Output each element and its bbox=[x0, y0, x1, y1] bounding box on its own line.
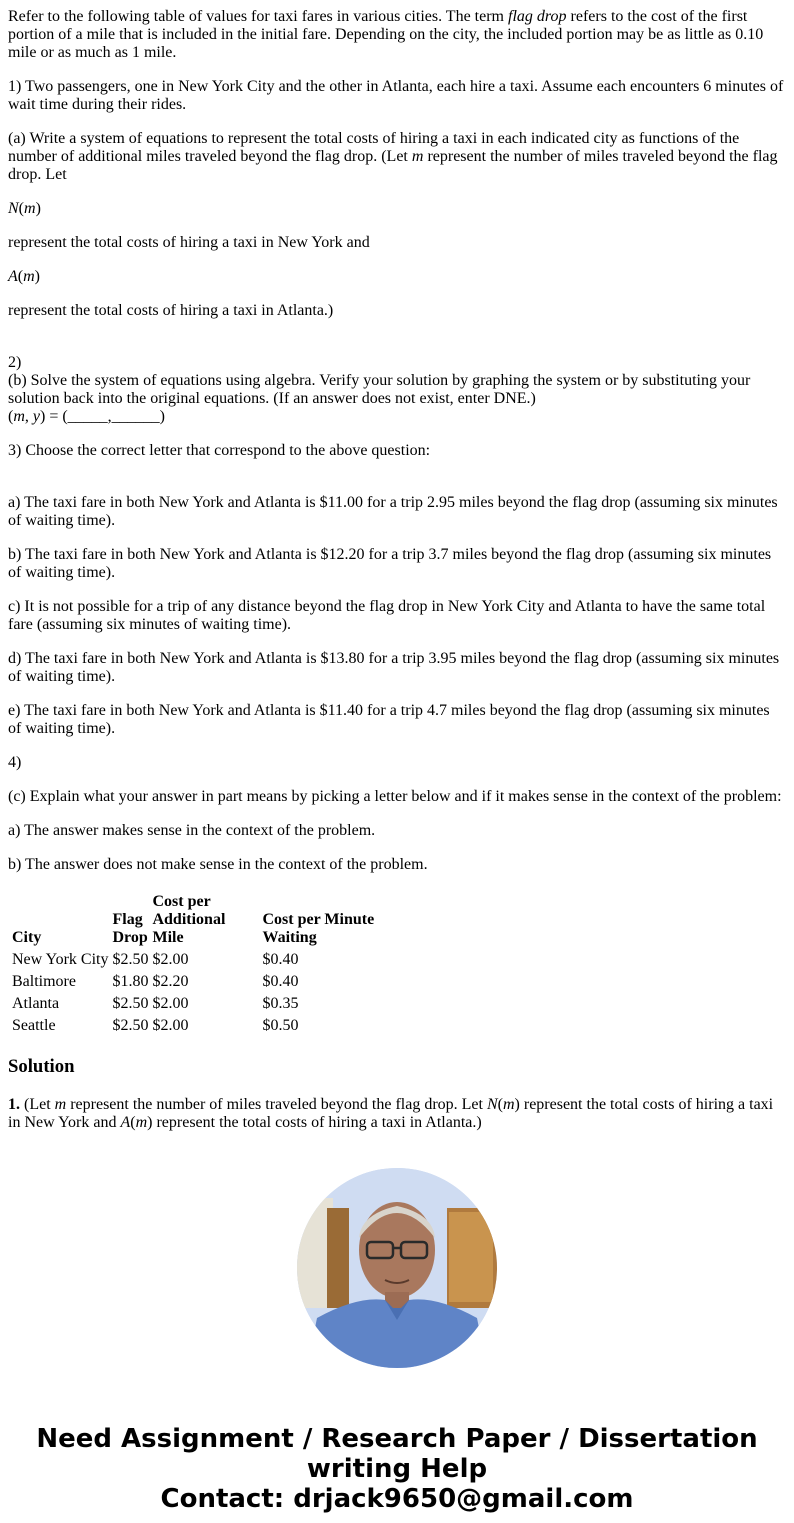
func-A: A bbox=[120, 1114, 131, 1131]
var-m: m bbox=[24, 200, 36, 217]
question-4-number: 4) bbox=[8, 754, 22, 771]
cell-cost-per-mile: $2.00 bbox=[152, 995, 189, 1012]
header-city: City bbox=[12, 929, 42, 946]
fare-table bbox=[9, 890, 377, 1038]
option-3e: e) The taxi fare in both New York and Atlanta is $11.40 for a trip 4.7 miles beyond the flag drop (assuming six minutes of waiting time). bbox=[8, 702, 770, 737]
solution-heading: Solution bbox=[8, 1056, 75, 1077]
option-3b: b) The taxi fare in both New York and Atlanta is $12.20 for a trip 3.7 miles beyond the flag drop (assuming six minutes of waiting time). bbox=[8, 546, 772, 581]
cell-flag-drop: $2.50 bbox=[112, 951, 149, 968]
var-m: m bbox=[23, 268, 35, 285]
cell-flag-drop: $2.50 bbox=[112, 995, 149, 1012]
option-4b: b) The answer does not make sense in the context of the problem. bbox=[8, 856, 428, 873]
q1a-text-cont: represent the number of miles traveled beyond the flag drop. Let bbox=[8, 148, 778, 183]
cell-cost-per-minute: $0.40 bbox=[262, 973, 299, 990]
portrait-illustration bbox=[297, 1168, 497, 1368]
var-m: m bbox=[13, 408, 25, 425]
table-header-row bbox=[11, 892, 375, 948]
cell-city: Baltimore bbox=[12, 973, 76, 990]
cell-flag-drop: $2.50 bbox=[112, 1017, 149, 1034]
cell-cost-per-mile: $2.00 bbox=[152, 951, 189, 968]
var-m: m bbox=[411, 148, 424, 165]
cell-cost-per-mile: $2.20 bbox=[152, 973, 189, 990]
cell-city: New York City bbox=[12, 951, 109, 968]
question-2: 2) (b) Solve the system of equations using algebra. Verify your solution by graphing the system or by substituting your solution back into the original equations. (If an answer does not exist, enter DNE.) (m, y) = (_____,______) bbox=[8, 354, 751, 425]
question-3: 3) Choose the correct letter that correspond to the above question: bbox=[8, 442, 431, 459]
question-1: 1) Two passengers, one in New York City and the other in Atlanta, each hire a taxi. Assume each encounters 6 minutes of wait time during their rides. bbox=[8, 78, 784, 113]
intro-text: Refer to the following table of values for taxi fares in various cities. The term bbox=[8, 8, 508, 25]
option-3c: c) It is not possible for a trip of any distance beyond the flag drop in New York City and Atlanta to have the same total fare (assuming six minutes of waiting time). bbox=[8, 598, 766, 633]
cell-cost-per-minute: $0.35 bbox=[262, 995, 299, 1012]
promo-contact: Contact: drjack9650@gmail.com bbox=[160, 1484, 634, 1514]
header-cost-per-minute: Cost per Minute Waiting bbox=[262, 911, 375, 946]
question-4: (c) Explain what your answer in part means by picking a letter below and if it makes sense in the context of the problem: bbox=[8, 788, 782, 805]
answer-blank: = (_____,______) bbox=[45, 408, 166, 425]
question-1a bbox=[8, 130, 786, 184]
solution-text: represent the total costs of hiring a taxi in New York and bbox=[8, 1096, 774, 1131]
a-function: A(m) bbox=[8, 268, 40, 285]
cell-cost-per-minute: $0.50 bbox=[262, 1017, 299, 1034]
option-3d: d) The taxi fare in both New York and Atlanta is $13.80 for a trip 3.95 miles beyond the flag drop (assuming six minutes of waiting time). bbox=[8, 650, 780, 685]
promo-banner bbox=[8, 1424, 786, 1514]
q2-text: (b) Solve the system of equations using algebra. Verify your solution by graphing the system or by substituting your solution back into the original equations. (If an answer does not exist, enter DNE.) bbox=[8, 372, 751, 407]
solution-number: 1. bbox=[8, 1096, 20, 1113]
option-3a: a) The taxi fare in both New York and Atlanta is $11.00 for a trip 2.95 miles beyond the flag drop (assuming six minutes of waiting time). bbox=[8, 494, 778, 529]
author-photo bbox=[297, 1168, 497, 1368]
solution-text: (Let bbox=[20, 1096, 55, 1113]
cell-flag-drop: $1.80 bbox=[112, 973, 149, 990]
table-row bbox=[11, 994, 375, 1014]
var-y: y bbox=[32, 408, 40, 425]
table-row bbox=[11, 972, 375, 992]
flag-drop-term: flag drop bbox=[508, 8, 567, 25]
intro-paragraph bbox=[8, 8, 786, 62]
table-row bbox=[11, 1016, 375, 1036]
q1a-text: (a) Write a system of equations to represent the total costs of hiring a taxi in each indicated city as functions of the number of additional miles traveled beyond the flag drop. (Let bbox=[8, 130, 740, 165]
solution-text: represent the number of miles traveled beyond the flag drop. Let bbox=[66, 1096, 487, 1113]
a-desc: represent the total costs of hiring a taxi in Atlanta.) bbox=[8, 302, 334, 319]
solution-text: represent the total costs of hiring a taxi in Atlanta.) bbox=[152, 1114, 482, 1131]
cell-city: Seattle bbox=[12, 1017, 56, 1034]
func-N: N bbox=[486, 1096, 498, 1113]
solution-paragraph: 1. (Let m represent the number of miles traveled beyond the flag drop. Let N(m) represent the total costs of hiring a taxi in New York and A(m) represent the total costs of hiring a taxi in Atlanta.) bbox=[8, 1096, 774, 1131]
author-photo-container bbox=[8, 1168, 786, 1373]
var-m: m bbox=[502, 1096, 515, 1113]
var-m: m bbox=[54, 1096, 67, 1113]
cell-city: Atlanta bbox=[12, 995, 60, 1012]
header-cost-per-mile: Cost per Additional Mile bbox=[152, 893, 226, 946]
table-row bbox=[11, 950, 375, 970]
intro-text-cont: refers to the cost of the first portion of a mile that is included in the initial fare. Depending on the city, the included portion may be as little as 0.10 mile or as much as 1 mile. bbox=[8, 8, 764, 61]
header-flag-drop: Flag Drop bbox=[112, 911, 148, 946]
promo-line-2: writing Help bbox=[306, 1454, 488, 1484]
promo-line-1: Need Assignment / Research Paper / Dissertation bbox=[36, 1424, 758, 1454]
cell-cost-per-minute: $0.40 bbox=[262, 951, 299, 968]
var-m: m bbox=[135, 1114, 148, 1131]
q2-number: 2) bbox=[8, 354, 22, 371]
cell-cost-per-mile: $2.00 bbox=[152, 1017, 189, 1034]
n-desc: represent the total costs of hiring a taxi in New York and bbox=[8, 234, 370, 251]
func-N: N bbox=[8, 200, 19, 217]
n-function: N(m) bbox=[8, 200, 41, 217]
func-A: A bbox=[8, 268, 18, 285]
option-4a: a) The answer makes sense in the context of the problem. bbox=[8, 822, 376, 839]
